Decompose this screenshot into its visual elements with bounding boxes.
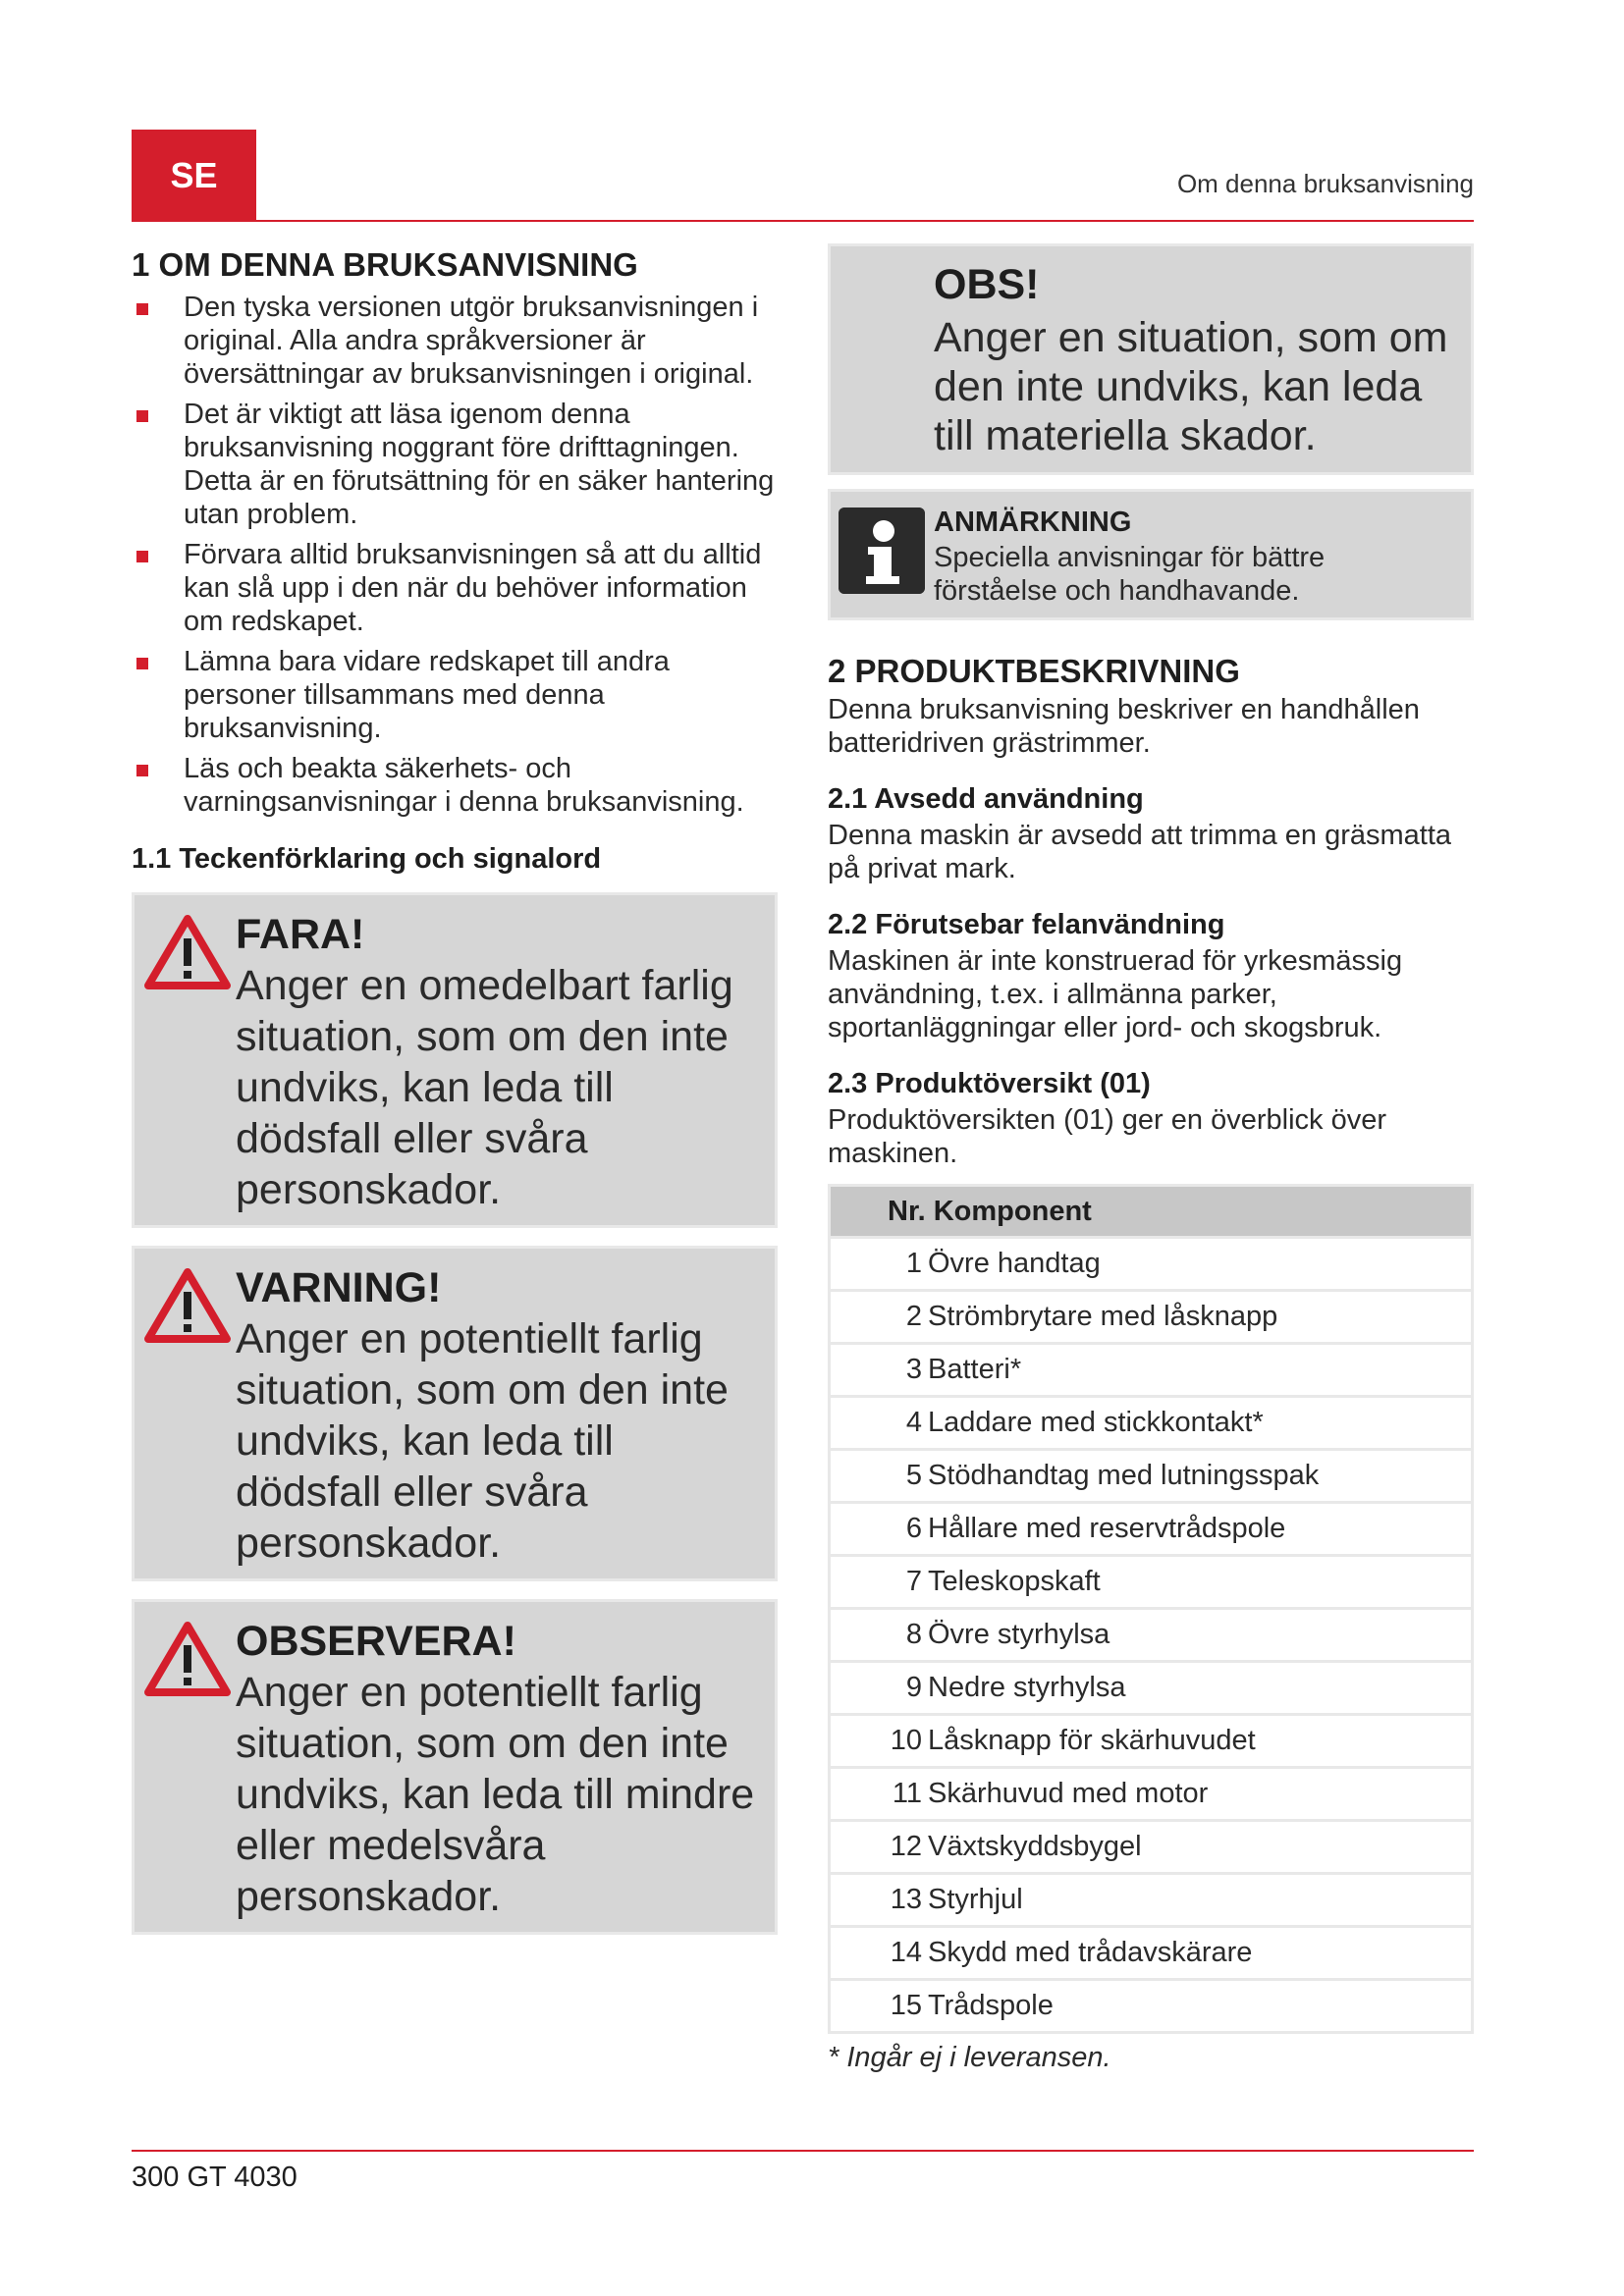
bullet-square-icon [136, 765, 148, 776]
table-header: Nr. Komponent [831, 1187, 1471, 1236]
table-row [831, 1769, 1471, 1819]
component-name: Låsknapp för skärhuvudet [928, 1725, 1256, 1756]
component-name: Övre handtag [928, 1248, 1101, 1279]
list-item [132, 752, 778, 819]
list-item-text: Lämna bara vidare redskapet till andra personer tillsammans med denna bruksanvisning. [184, 646, 670, 744]
table-row [831, 1398, 1471, 1448]
table-row [831, 1504, 1471, 1554]
component-name: Laddare med stickkontakt* [928, 1407, 1264, 1438]
right-column [828, 243, 1474, 2074]
component-name: Skärhuvud med motor [928, 1778, 1209, 1809]
section-2-intro: Denna bruksanvisning beskriver en handhållen batteridriven grästrimmer. [828, 694, 1420, 759]
section-2-3-heading: 2.3 Produktöversikt (01) [828, 1068, 1151, 1099]
list-item [132, 645, 778, 745]
table-footnote: * Ingår ej i leveransen. [828, 2042, 1111, 2073]
component-name: Strömbrytare med låsknapp [928, 1301, 1278, 1332]
component-name: Batteri* [928, 1354, 1022, 1385]
info-icon [839, 507, 925, 594]
table-row [831, 1663, 1471, 1713]
component-name: Hållare med reservtrådspole [928, 1513, 1286, 1544]
component-number: 8 [905, 1619, 922, 1650]
note-box [828, 489, 1474, 620]
component-name: Trådspole [928, 1990, 1054, 2021]
table-row [831, 1557, 1471, 1607]
warning-triangle-icon [142, 1266, 233, 1347]
table-row [831, 1928, 1471, 1978]
component-number: 10 [890, 1725, 922, 1756]
component-number: 1 [905, 1248, 922, 1279]
table-row [831, 1292, 1471, 1342]
component-number: 11 [892, 1778, 922, 1809]
notice-text: Anger en situation, som om den inte undviks, kan leda till materiella skador. [934, 314, 1448, 459]
component-number: 14 [890, 1937, 922, 1968]
warning-text: Anger en potentiellt farlig situation, som om den inte undviks, kan leda till dödsfall eller svåra personskador. [236, 1315, 729, 1567]
component-number: 9 [905, 1672, 922, 1703]
warning-title: VARNING! [236, 1264, 442, 1311]
component-name: Växtskyddsbygel [928, 1831, 1142, 1862]
danger-text: Anger en omedelbart farlig situation, som om den inte undviks, kan leda till dödsfall eller svåra personskador. [236, 962, 733, 1213]
section-2-heading: 2 PRODUKTBESKRIVNING [828, 653, 1240, 689]
notice-title: OBS! [934, 261, 1040, 308]
component-number: 4 [905, 1407, 922, 1438]
bullet-square-icon [136, 303, 148, 315]
warning-box [132, 1246, 778, 1581]
component-number: 6 [905, 1513, 922, 1544]
notice-box [828, 243, 1474, 475]
table-row [831, 1345, 1471, 1395]
table-row [831, 1822, 1471, 1872]
component-number: 13 [890, 1884, 922, 1915]
language-tab: SE [132, 130, 256, 221]
section-2-3-text: Produktöversikten (01) ger en överblick över maskinen. [828, 1104, 1386, 1169]
table-row [831, 1716, 1471, 1766]
list-item-text: Läs och beakta säkerhets- och varningsanvisningar i denna bruksanvisning. [184, 753, 744, 818]
component-number: 5 [905, 1460, 922, 1491]
list-item-text: Förvara alltid bruksanvisningen så att du alltid kan slå upp i den när du behöver information om redskapet. [184, 539, 762, 637]
component-name: Skydd med trådavskärare [928, 1937, 1253, 1968]
component-name: Teleskopskaft [928, 1566, 1101, 1597]
section-2-1-heading: 2.1 Avsedd användning [828, 783, 1144, 815]
header-divider [132, 220, 1474, 222]
left-column [132, 243, 778, 1952]
warning-triangle-icon [142, 1620, 233, 1700]
section-2-1-text: Denna maskin är avsedd att trimma en gräsmatta på privat mark. [828, 820, 1452, 884]
caution-title: OBSERVERA! [236, 1618, 516, 1665]
component-number: 3 [905, 1354, 922, 1385]
component-number: 15 [890, 1990, 922, 2021]
component-table [828, 1184, 1474, 2034]
table-row [831, 1875, 1471, 1925]
section-2-2-heading: 2.2 Förutsebar felanvändning [828, 909, 1225, 940]
list-item-text: Det är viktigt att läsa igenom denna bruksanvisning noggrant före drifttagningen. Detta är en förutsättning för en säker hantering utan problem. [184, 399, 775, 530]
component-number: 12 [890, 1831, 922, 1862]
component-name: Övre styrhylsa [928, 1619, 1110, 1650]
section-1-bullet-list [132, 291, 778, 819]
table-row [831, 1239, 1471, 1289]
danger-title: FARA! [236, 911, 365, 958]
caution-text: Anger en potentiellt farlig situation, som om den inte undviks, kan leda till mindre eller medelsvåra personskador. [236, 1669, 755, 1920]
table-row [831, 1981, 1471, 2031]
note-title: ANMÄRKNING [934, 507, 1132, 538]
list-item [132, 398, 778, 531]
component-number: 2 [905, 1301, 922, 1332]
list-item-text: Den tyska versionen utgör bruksanvisningen i original. Alla andra språkversioner är översättningar av bruksanvisningen i original. [184, 292, 759, 390]
caution-box [132, 1599, 778, 1935]
bullet-square-icon [136, 658, 148, 669]
section-1-heading: 1 OM DENNA BRUKSANVISNING [132, 246, 638, 283]
footer-model: 300 GT 4030 [132, 2162, 298, 2193]
component-name: Stödhandtag med lutningsspak [928, 1460, 1320, 1491]
component-name: Nedre styrhylsa [928, 1672, 1126, 1703]
table-row [831, 1451, 1471, 1501]
header-section-title: Om denna bruksanvisning [1176, 169, 1474, 198]
component-name: Styrhjul [928, 1884, 1023, 1915]
warning-triangle-icon [142, 913, 233, 993]
list-item [132, 291, 778, 391]
note-text: Speciella anvisningar för bättre förståelse och handhavande. [934, 542, 1326, 607]
list-item [132, 538, 778, 638]
section-2-2-text: Maskinen är inte konstruerad för yrkesmässig användning, t.ex. i allmänna parker, sportanläggningar eller jord- och skogsbruk. [828, 945, 1403, 1043]
footer-divider [132, 2150, 1474, 2152]
danger-box [132, 892, 778, 1228]
section-1-1-heading: 1.1 Teckenförklaring och signalord [132, 843, 602, 875]
bullet-square-icon [136, 410, 148, 422]
table-row [831, 1610, 1471, 1660]
component-number: 7 [905, 1566, 922, 1597]
bullet-square-icon [136, 551, 148, 562]
